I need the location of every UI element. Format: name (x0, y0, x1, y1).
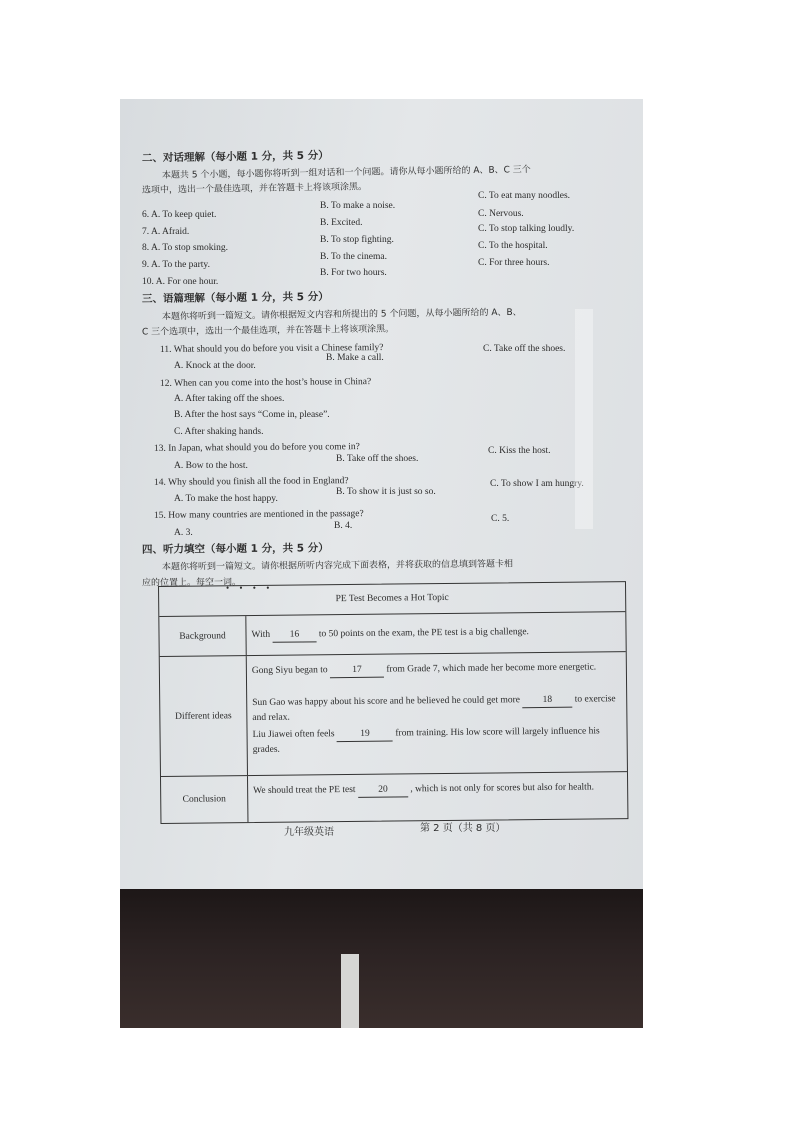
option-a: A. Bow to the host. (174, 461, 248, 471)
section2-instruction: 选项中，选出一个最佳选项，并在答题卡上将该项涂黑。 (141, 182, 368, 196)
question-stem: 11. What should you do before you visit a Chinese family? (159, 343, 384, 355)
section3-instruction: 本题你将听到一篇短文。请你根据短文内容和所提出的 5 个问题，从每小题所给的 A、B、 (161, 307, 522, 323)
option-c: C. Nervous. (478, 209, 524, 219)
option-b: B. For two hours. (320, 268, 387, 278)
option-c: C. To stop talking loudly. (478, 224, 575, 234)
table-row-conclusion (161, 772, 627, 823)
paper-strip (341, 954, 359, 1028)
option-b: B. Excited. (320, 218, 363, 228)
option-a: 8. A. To stop smoking. (142, 243, 228, 253)
option-c: C. To the hospital. (478, 241, 548, 251)
option-b: B. Make a call. (326, 353, 384, 363)
question-stem: 12. When can you come into the host’s house in China? (159, 377, 372, 389)
row-label: Conclusion (161, 776, 248, 823)
option-a: A. After taking off the shoes. (174, 394, 285, 404)
section4-instruction: 应的位置上。每空一词。 (141, 577, 242, 589)
option-b: B. Take off the shoes. (336, 454, 419, 464)
option-a: 6. A. To keep quiet. (142, 210, 217, 220)
background-text: With 16 to 50 points on the exam, the PE test is a big challenge. (251, 624, 619, 643)
section2-instruction: 本题共 5 个小题，每小题你将听到一组对话和一个问题。请你从每小题所给的 A、B、C 三个 (161, 165, 531, 181)
question-stem: 15. How many countries are mentioned in the passage? (153, 509, 364, 521)
blank-18: 18 (522, 693, 572, 709)
footer-page-number: 第 2 页（共 8 页） (420, 823, 506, 834)
option-a: A. 3. (174, 528, 193, 538)
emphasis-dots: • • • • (226, 583, 274, 593)
option-c: C. Take off the shoes. (483, 344, 566, 354)
exam-photo (120, 99, 643, 1028)
option-a: A. To make the host happy. (174, 494, 278, 504)
pe-test-table (158, 581, 628, 824)
idea-1-text: Gong Siyu began to 17 from Grade 7, which made her become more energetic. (252, 660, 620, 679)
option-c: C. After shaking hands. (174, 427, 264, 437)
exam-sheet (120, 99, 643, 889)
section2-heading: 二、对话理解（每小题 1 分，共 5 分） (141, 149, 329, 165)
option-b: B. After the host says “Come in, please”. (174, 410, 330, 420)
table-title-row (159, 582, 625, 617)
table-row-background (159, 612, 625, 657)
option-c: C. For three hours. (478, 258, 550, 268)
option-a: A. Knock at the door. (174, 361, 256, 371)
option-a: 9. A. To the party. (142, 260, 210, 270)
row-label: Background (159, 616, 246, 656)
idea-2-text: Sun Gao was happy about his score and he believed he could get more 18 to exercise and relax. (252, 694, 616, 724)
paper-shadow (575, 309, 593, 529)
option-c: C. To eat many noodles. (478, 191, 571, 201)
option-c: C. To show I am hungry. (490, 479, 584, 489)
option-a: 10. A. For one hour. (142, 277, 219, 287)
blank-20: 20 (358, 782, 408, 798)
section3-heading: 三、语篇理解（每小题 1 分，共 5 分） (141, 290, 329, 306)
question-stem: 13. In Japan, what should you do before you come in? (153, 442, 360, 454)
section3-instruction: C 三个选项中，选出一个最佳选项，并在答题卡上将该项涂黑。 (141, 324, 395, 338)
table-row-ideas (160, 652, 627, 777)
option-b: B. To stop fighting. (320, 235, 394, 245)
blank-17: 17 (330, 663, 384, 679)
option-b: B. To the cinema. (320, 252, 387, 262)
option-b: B. To show it is just so so. (336, 487, 436, 497)
conclusion-text: We should treat the PE test 20 , which is not only for scores but also for health. (253, 782, 594, 797)
question-stem: 14. Why should you finish all the food in England? (153, 476, 349, 488)
option-b: B. To make a noise. (320, 201, 396, 211)
option-c: C. 5. (491, 514, 510, 524)
blank-16: 16 (272, 627, 316, 642)
option-b: B. 4. (334, 521, 353, 531)
option-a: 7. A. Afraid. (142, 227, 190, 237)
table-surface (120, 889, 643, 1028)
table-title: PE Test Becomes a Hot Topic (335, 592, 449, 605)
section4-instruction: 本题你将听到一篇短文。请你根据所听内容完成下面表格，并将获取的信息填到答题卡相 (161, 559, 514, 573)
option-c: C. Kiss the host. (488, 446, 551, 456)
idea-3-text: Liu Jiawei often feels 19 from training. His low score will largely influence his grades. (252, 726, 600, 756)
section4-heading: 四、听力填空（每小题 1 分，共 5 分） (141, 542, 329, 556)
footer-subject: 九年级英语 (284, 827, 334, 838)
blank-19: 19 (337, 727, 393, 743)
row-label: Different ideas (160, 656, 248, 776)
